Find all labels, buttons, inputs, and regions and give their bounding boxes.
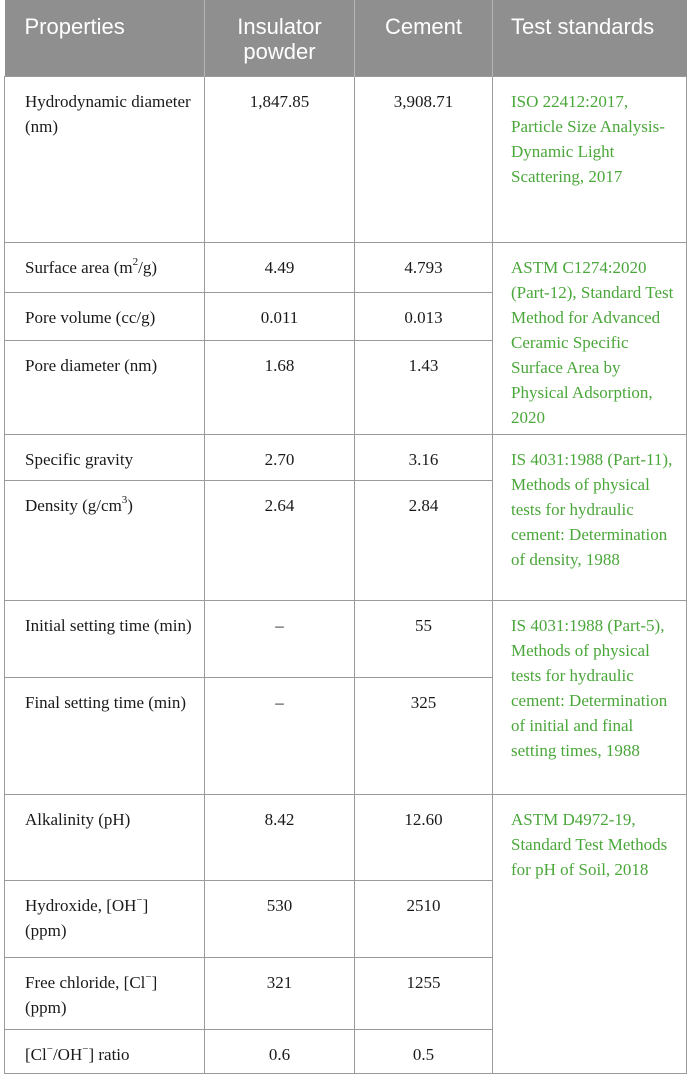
- property-cell: Surface area $(m^2/g)$: [5, 243, 205, 293]
- insulator-value: 0.6: [205, 1030, 355, 1074]
- property-cell: Specific gravity: [5, 435, 205, 481]
- insulator-value: 8.42: [205, 795, 355, 881]
- insulator-value: 0.011: [205, 293, 355, 341]
- header-test-standards: Test standards: [493, 0, 687, 77]
- table-row: [5, 435, 687, 481]
- property-cell: Hydrodynamic diameter (nm): [5, 77, 205, 243]
- cement-value: 0.5: [355, 1030, 493, 1074]
- test-standard-cell: IS 4031:1988 (Part-5), Methods of physical tests for hydraulic cement: Determination of initial and final setting times, 1988: [493, 601, 687, 795]
- cement-value: 0.013: [355, 293, 493, 341]
- property-cell: Pore diameter (nm): [5, 341, 205, 435]
- insulator-value: 321: [205, 958, 355, 1030]
- property-cell: Pore volume (cc/g): [5, 293, 205, 341]
- test-standard-cell: ASTM D4972-19, Standard Test Methods for pH of Soil, 2018: [493, 795, 687, 1074]
- header-properties: Properties: [5, 0, 205, 77]
- cement-value: 325: [355, 678, 493, 795]
- table-row: [5, 601, 687, 678]
- table-row: [5, 795, 687, 881]
- table-row: [5, 243, 687, 293]
- table-row: [5, 77, 687, 243]
- test-standard-cell: ISO 22412:2017, Particle Size Analysis-Dynamic Light Scattering, 2017: [493, 77, 687, 243]
- property-cell: Free chloride, [Cl−] (ppm): [5, 958, 205, 1030]
- cement-value: 12.60: [355, 795, 493, 881]
- properties-table: [4, 0, 687, 1074]
- property-cell: Density $(g/cm^3)$: [5, 481, 205, 601]
- header-insulator-powder: Insulator powder: [205, 0, 355, 77]
- cement-value: 3.16: [355, 435, 493, 481]
- insulator-value: 1.68: [205, 341, 355, 435]
- cement-value: 2.84: [355, 481, 493, 601]
- test-standard-cell: IS 4031:1988 (Part-11), Methods of physical tests for hydraulic cement: Determination of density, 1988: [493, 435, 687, 601]
- header-row: [5, 0, 687, 77]
- property-cell: [Cl−/OH−] ratio: [5, 1030, 205, 1074]
- test-standard-cell: ASTM C1274:2020 (Part-12), Standard Test Method for Advanced Ceramic Specific Surface Area by Physical Adsorption, 2020: [493, 243, 687, 435]
- insulator-value: 4.49: [205, 243, 355, 293]
- property-cell: Final setting time (min): [5, 678, 205, 795]
- cement-value: 55: [355, 601, 493, 678]
- insulator-value: 2.64: [205, 481, 355, 601]
- cement-value: 4.793: [355, 243, 493, 293]
- header-cement: Cement: [355, 0, 493, 77]
- property-cell: Hydroxide, [OH−] (ppm): [5, 881, 205, 958]
- insulator-value: 1,847.85: [205, 77, 355, 243]
- cement-value: 3,908.71: [355, 77, 493, 243]
- insulator-value: 2.70: [205, 435, 355, 481]
- cement-value: 1.43: [355, 341, 493, 435]
- cement-value: 1255: [355, 958, 493, 1030]
- insulator-value: –: [205, 601, 355, 678]
- cement-value: 2510: [355, 881, 493, 958]
- property-cell: Initial setting time (min): [5, 601, 205, 678]
- insulator-value: –: [205, 678, 355, 795]
- property-cell: Alkalinity (pH): [5, 795, 205, 881]
- insulator-value: 530: [205, 881, 355, 958]
